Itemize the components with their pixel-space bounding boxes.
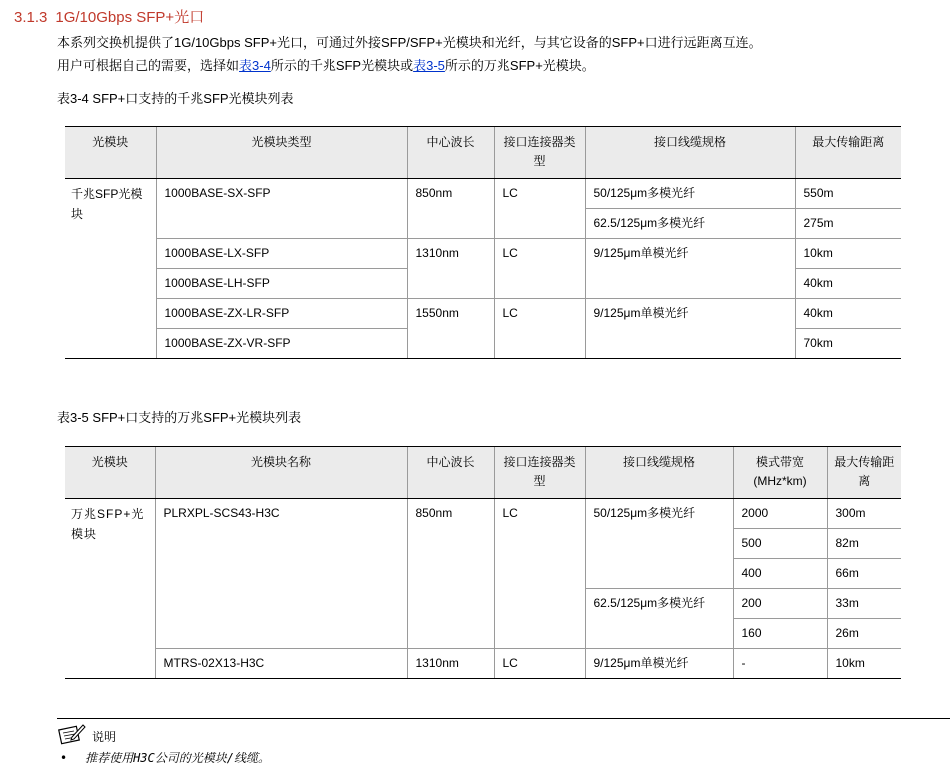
header-module: 光模块 xyxy=(65,127,156,179)
header-connector: 接口连接器类型 xyxy=(494,447,585,499)
bandwidth-cell: 500 xyxy=(733,529,827,559)
table-3-5-link[interactable]: 表3-5 xyxy=(413,58,445,73)
wavelength-cell: 1310nm xyxy=(407,649,494,679)
intro-text: 用户可根据自己的需要，选择如 xyxy=(57,58,240,73)
bullet-icon: • xyxy=(60,751,68,765)
module-type-cell: 1000BASE-ZX-VR-SFP xyxy=(156,329,407,359)
group-cell: 千兆SFP光模块 xyxy=(65,179,156,359)
note-item xyxy=(60,749,270,766)
distance-cell: 10km xyxy=(827,649,901,679)
section-number: 3.1.3 xyxy=(14,9,48,26)
cable-cell: 62.5/125μm多模光纤 xyxy=(585,209,795,239)
connector-cell: LC xyxy=(494,649,585,679)
note-label: 说明 xyxy=(92,730,117,744)
header-cable: 接口线缆规格 xyxy=(585,127,795,179)
distance-cell: 40km xyxy=(795,269,901,299)
connector-cell: LC xyxy=(494,179,585,239)
intro-line-1: 本系列交换机提供了1G/10Gbps SFP+光口，可通过外接SFP/SFP+光模块和光纤，与其它设备的SFP+口进行远距离互连。 xyxy=(57,35,762,50)
table-3-5-caption: 表3-5 SFP+口支持的万兆SFP+光模块列表 xyxy=(57,410,302,425)
intro-text: 所示的千兆SFP光模块或 xyxy=(270,58,414,73)
bandwidth-cell: 2000 xyxy=(733,499,827,529)
distance-cell: 10km xyxy=(795,239,901,269)
module-name-cell: MTRS-02X13-H3C xyxy=(155,649,407,679)
note-pencil-icon xyxy=(58,723,92,745)
distance-cell: 275m xyxy=(795,209,901,239)
note-divider xyxy=(57,718,950,719)
bandwidth-cell: 400 xyxy=(733,559,827,589)
wavelength-cell: 850nm xyxy=(407,179,494,239)
cable-cell: 62.5/125μm多模光纤 xyxy=(585,589,733,649)
cable-cell: 9/125μm单模光纤 xyxy=(585,299,795,359)
header-cable: 接口线缆规格 xyxy=(585,447,733,499)
distance-cell: 82m xyxy=(827,529,901,559)
table-3-4-caption: 表3-4 SFP+口支持的千兆SFP光模块列表 xyxy=(57,91,294,106)
connector-cell: LC xyxy=(494,239,585,299)
connector-cell: LC xyxy=(494,499,585,649)
module-type-cell: 1000BASE-LX-SFP xyxy=(156,239,407,269)
bandwidth-cell: 200 xyxy=(733,589,827,619)
note-text: 推荐使用H3C公司的光模块/线缆。 xyxy=(85,751,270,765)
header-module-name: 光模块名称 xyxy=(155,447,407,499)
section-title: 1G/10Gbps SFP+光口 xyxy=(55,9,205,26)
module-type-cell: 1000BASE-LH-SFP xyxy=(156,269,407,299)
group-cell: 万兆SFP+光模块 xyxy=(65,499,155,679)
bandwidth-cell: - xyxy=(733,649,827,679)
module-type-cell: 1000BASE-ZX-LR-SFP xyxy=(156,299,407,329)
cable-cell: 9/125μm单模光纤 xyxy=(585,239,795,299)
intro-text: 所示的万兆SFP+光模块。 xyxy=(444,58,595,73)
wavelength-cell: 850nm xyxy=(407,499,494,649)
section-heading xyxy=(14,6,204,27)
header-bandwidth: 模式带宽(MHz*km) xyxy=(733,447,827,499)
header-connector: 接口连接器类型 xyxy=(494,127,585,179)
distance-cell: 40km xyxy=(795,299,901,329)
table-3-5 xyxy=(65,446,901,679)
intro-line-2 xyxy=(57,57,595,75)
distance-cell: 26m xyxy=(827,619,901,649)
distance-cell: 300m xyxy=(827,499,901,529)
distance-cell: 66m xyxy=(827,559,901,589)
table-3-4 xyxy=(65,126,901,359)
wavelength-cell: 1550nm xyxy=(407,299,494,359)
cable-cell: 50/125μm多模光纤 xyxy=(585,179,795,209)
connector-cell: LC xyxy=(494,299,585,359)
distance-cell: 33m xyxy=(827,589,901,619)
header-distance: 最大传输距离 xyxy=(795,127,901,179)
header-wavelength: 中心波长 xyxy=(407,127,494,179)
distance-cell: 550m xyxy=(795,179,901,209)
wavelength-cell: 1310nm xyxy=(407,239,494,299)
distance-cell: 70km xyxy=(795,329,901,359)
cable-cell: 9/125μm单模光纤 xyxy=(585,649,733,679)
cable-cell: 50/125μm多模光纤 xyxy=(585,499,733,589)
header-distance: 最大传输距离 xyxy=(827,447,901,499)
module-type-cell: 1000BASE-SX-SFP xyxy=(156,179,407,239)
header-module-type: 光模块类型 xyxy=(156,127,407,179)
table-3-4-link[interactable]: 表3-4 xyxy=(239,58,271,73)
bandwidth-cell: 160 xyxy=(733,619,827,649)
note-header xyxy=(58,723,116,745)
header-module: 光模块 xyxy=(65,447,155,499)
module-name-cell: PLRXPL-SCS43-H3C xyxy=(155,499,407,649)
header-wavelength: 中心波长 xyxy=(407,447,494,499)
